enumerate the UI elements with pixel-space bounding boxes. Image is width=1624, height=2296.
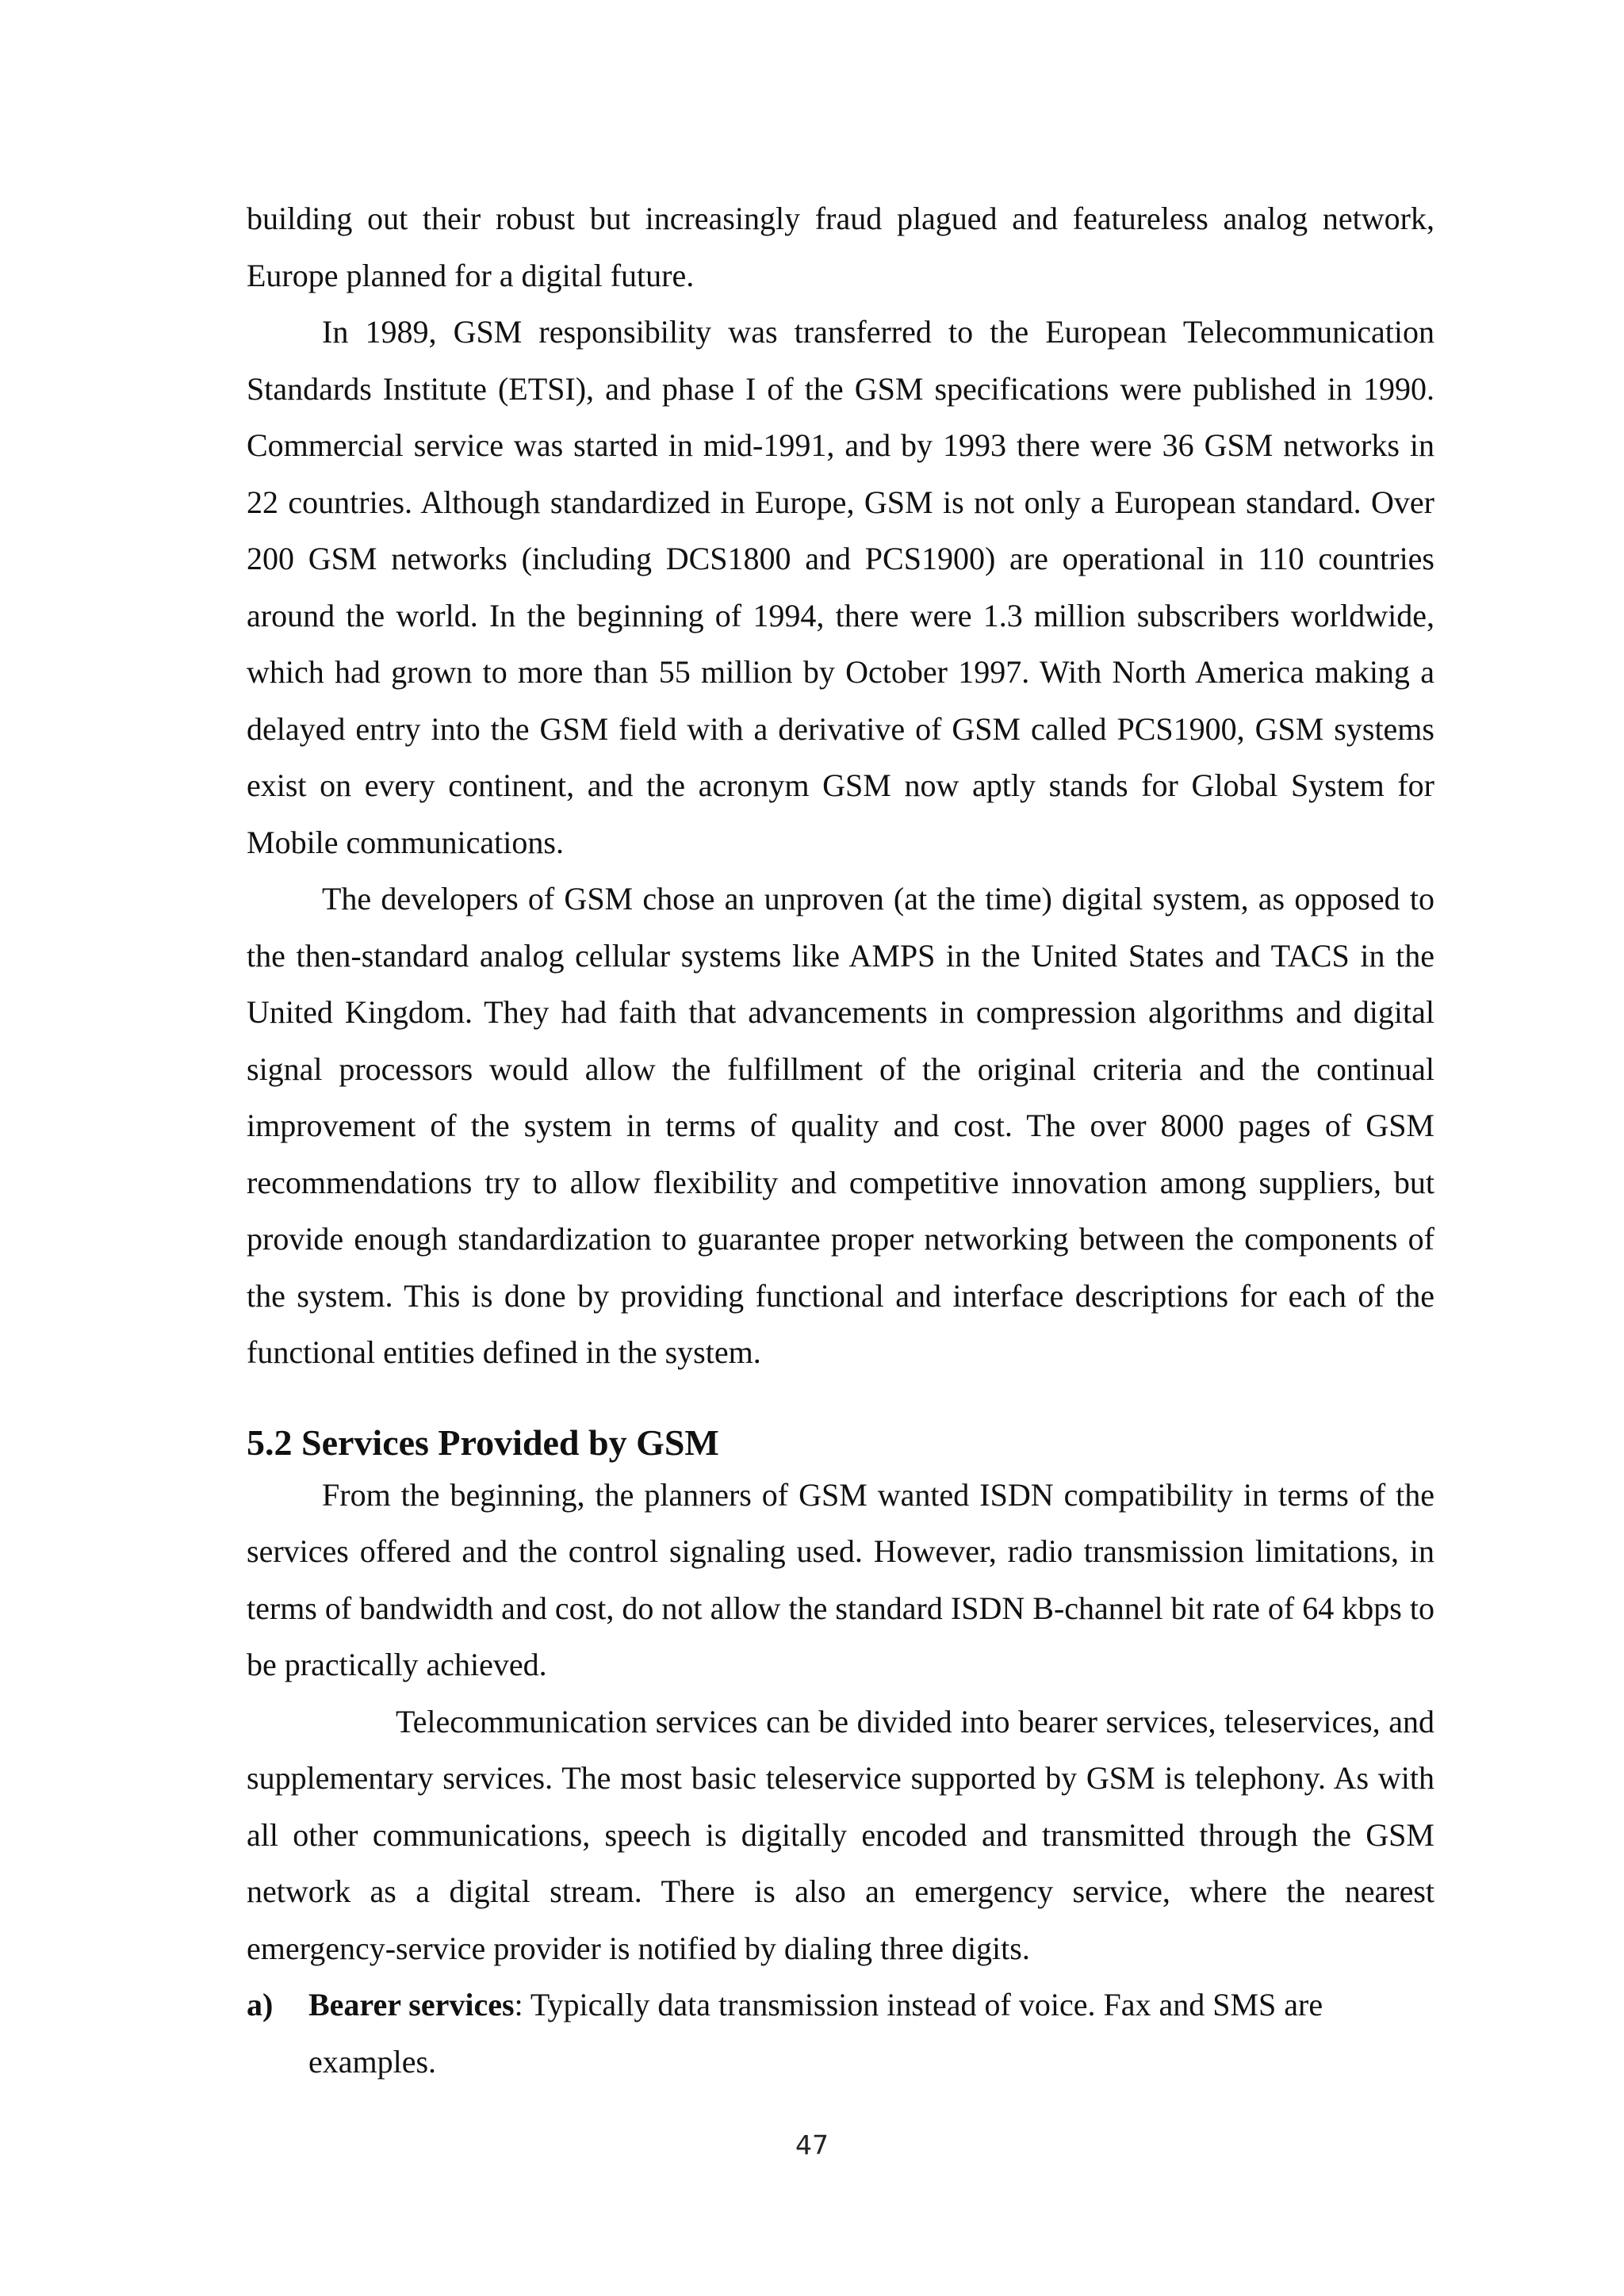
paragraph-gsm-history: In 1989, GSM responsibility was transferred to the European Telecommunication Standards Institute (ETSI), and phase I of the GSM specifications were published in 1990. Commercial service was started in mid-1991, and by 1993 there were 36 GSM networks in 22 countries. Although standardized in Europe, GSM is not only a European standard. Over 200 GSM networks (including DCS1800 and PCS1900) are operational in 110 countries around the world. In the beginning of 1994, there were 1.3 million subscribers worldwide, which had grown to more than 55 million by October 1997. With North America making a delayed entry into the GSM field with a derivative of GSM called PCS1900, GSM systems exist on every continent, and the acronym GSM now aptly stands for Global System for Mobile communications. <box>247 314 1434 860</box>
paragraph-telecom-services: Telecommunication services can be divided into bearer services, teleservices, and supplementary services. The most basic teleservice supported by GSM is telephony. As with all other communications, speech is digitally encoded and transmitted through the GSM network as a digital stream. There is also an emergency service, where the nearest emergency-service provider is notified by dialing three digits. <box>247 1703 1434 1966</box>
list-item-term: Bearer services <box>308 1987 515 2022</box>
list-marker: a) <box>247 1987 274 2022</box>
list-item-text: : Typically data transmission instead of voice. Fax and SMS are examples. <box>308 1987 1323 2080</box>
document-page <box>247 190 1434 2090</box>
section-heading: 5.2 Services Provided by GSM <box>247 1422 719 1463</box>
paragraph-isdn-compatibility: From the beginning, the planners of GSM wanted ISDN compatibility in terms of the services offered and the control signaling used. However, radio transmission limitations, in terms of bandwidth and cost, do not allow the standard ISDN B-channel bit rate of 64 kbps to be practically achieved. <box>247 1476 1434 1682</box>
paragraph-intro-continued: building out their robust but increasingly fraud plagued and featureless analog network, Europe planned for a digital future. <box>247 201 1434 293</box>
paragraph-gsm-developers: The developers of GSM chose an unproven (at the time) digital system, as opposed to the then-standard analog cellular systems like AMPS in the United States and TACS in the United Kingdom. They had faith that advancements in compression algorithms and digital signal processors would allow the fulfillment of the original criteria and the continual improvement of the system in terms of quality and cost. The over 8000 pages of GSM recommendations try to allow flexibility and competitive innovation among suppliers, but provide enough standardization to guarantee proper networking between the components of the system. This is done by providing functional and interface descriptions for each of the functional entities defined in the system. <box>247 881 1434 1370</box>
list-item-body <box>308 1976 1434 2090</box>
list-item <box>247 1976 1434 2090</box>
page-number: 47 <box>795 2130 829 2160</box>
